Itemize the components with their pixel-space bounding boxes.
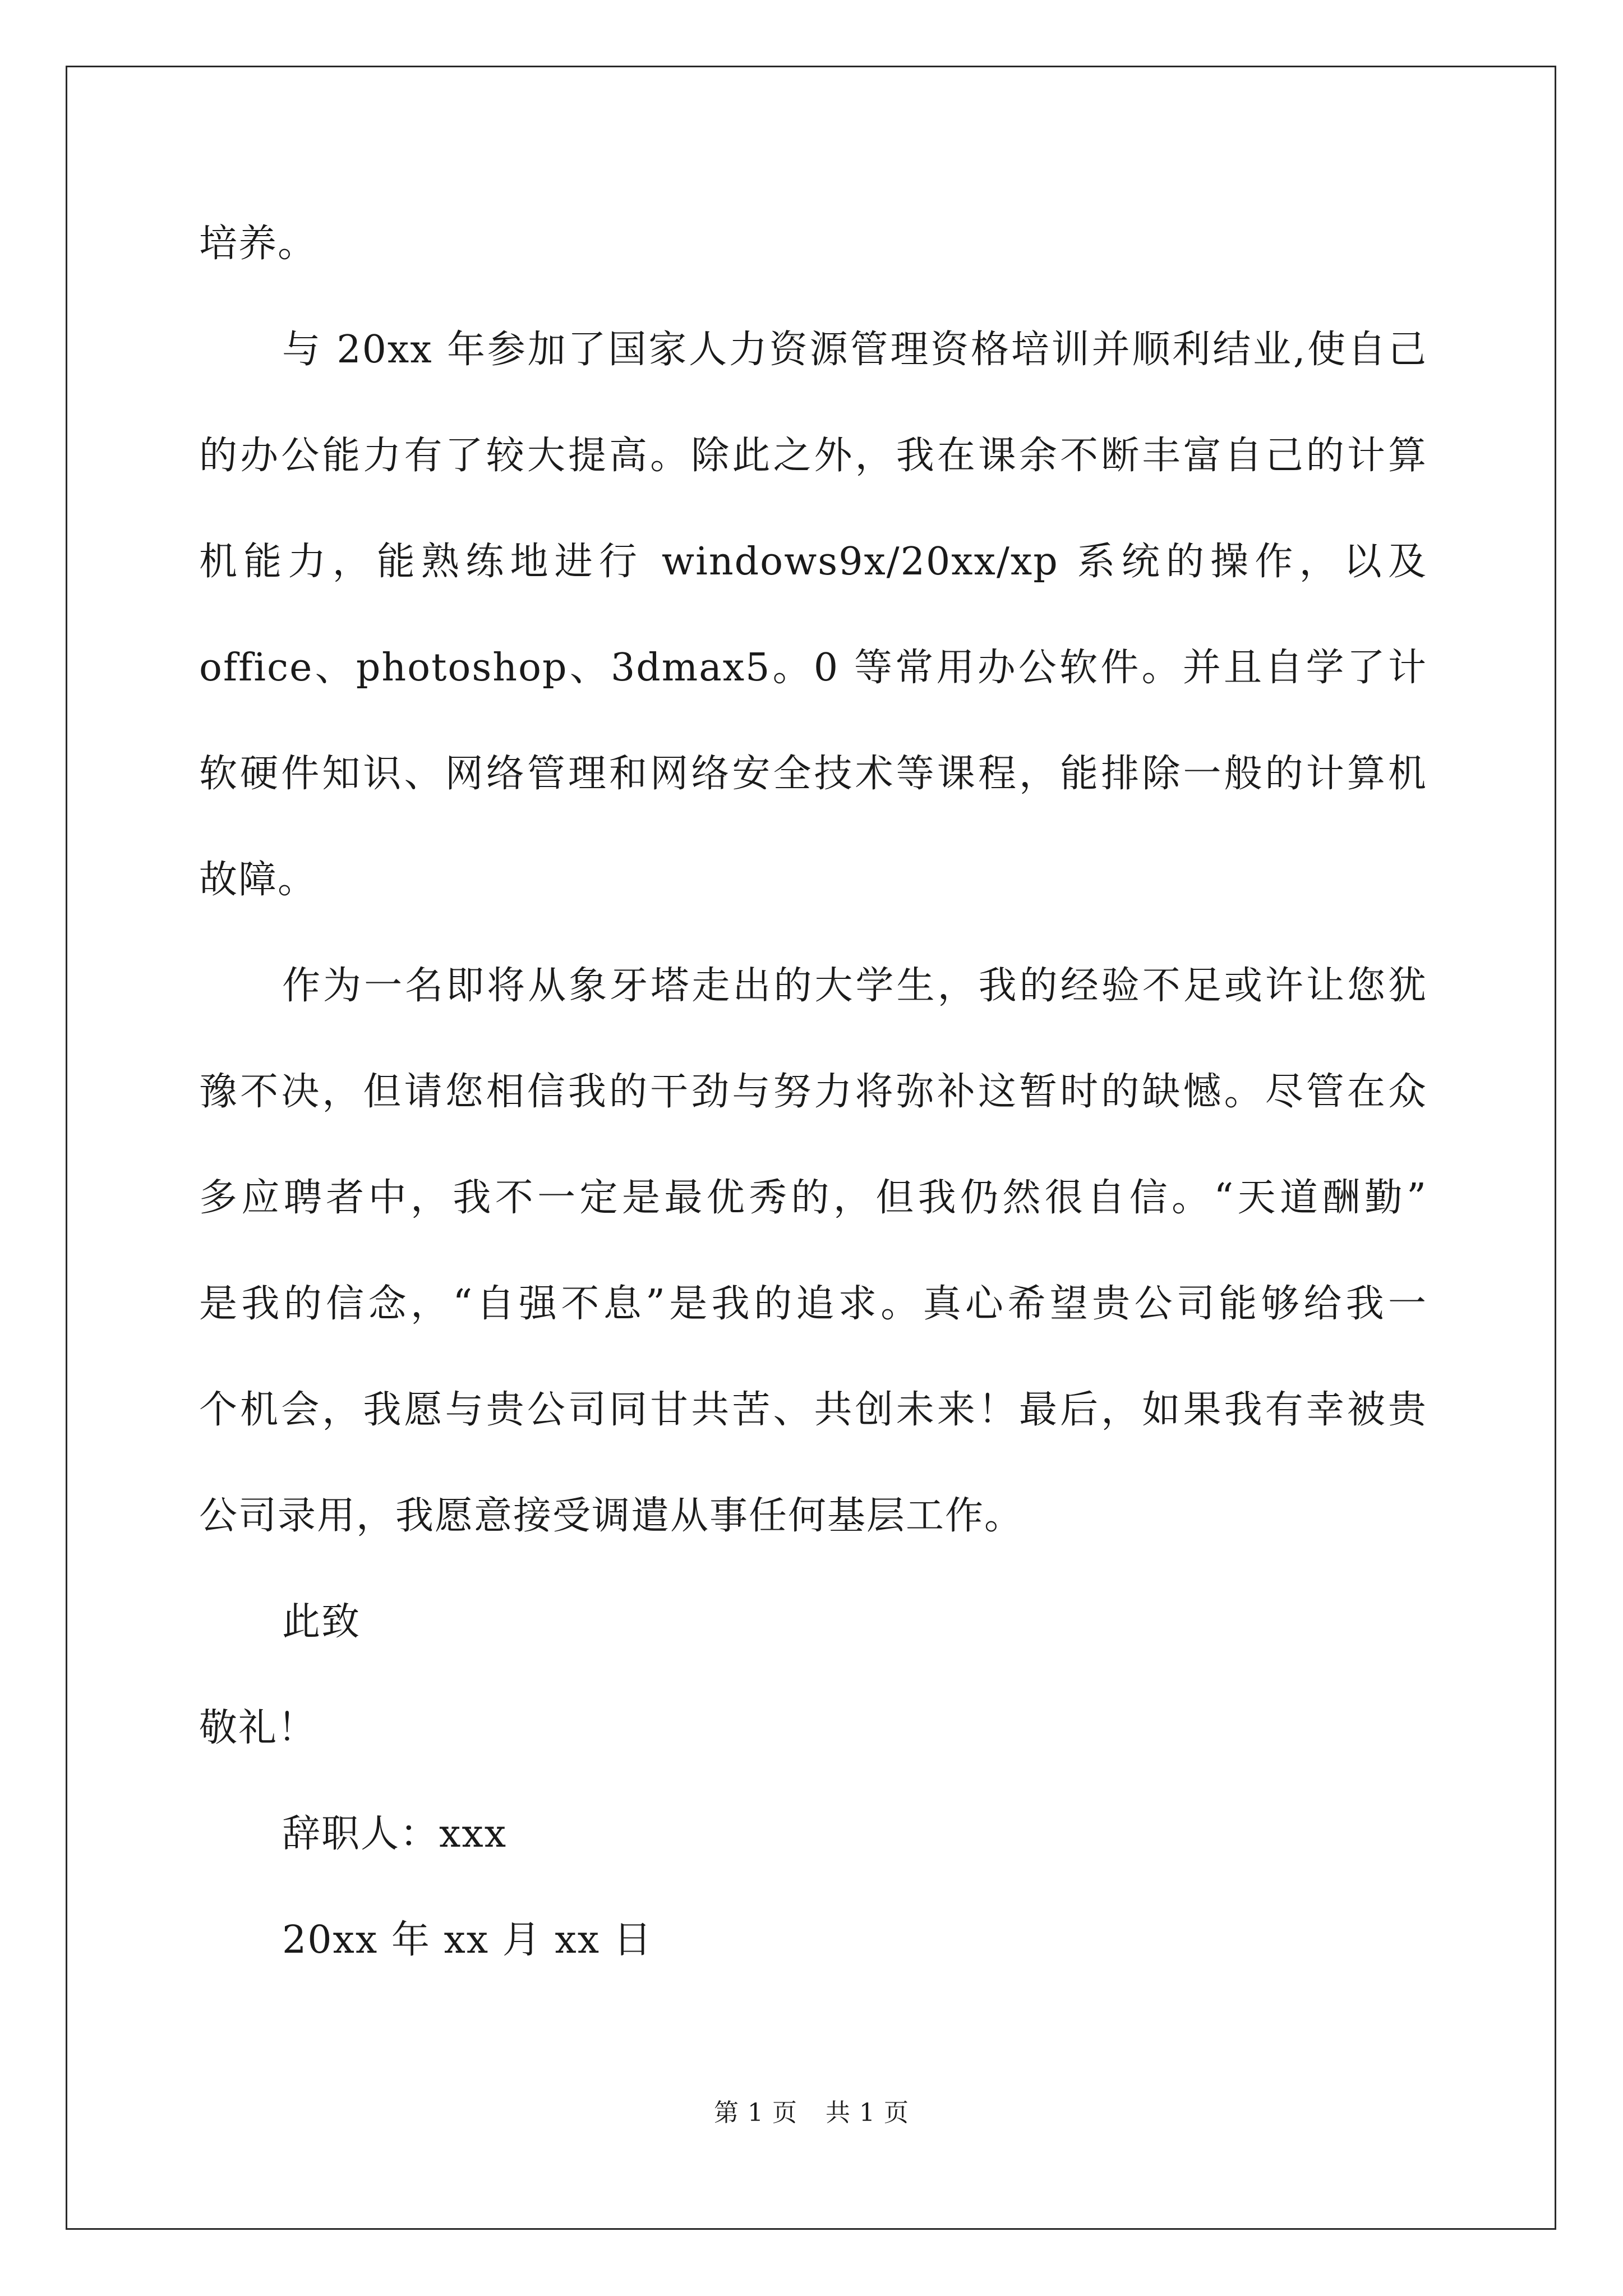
body-line: office、photoshop、3dmax5。0 等常用办公软件。并且自学了计 [199,646,1427,690]
body-line: 是我的信念，“自强不息”是我的追求。真心希望贵公司能够给我一 [199,1282,1427,1326]
letter-body [199,191,1427,1993]
page-number-total: 共 1 页 [826,2099,909,2127]
body-line: 故障。 [199,858,317,902]
date-line: 20xx 年 xx 月 xx 日 [282,1918,653,1962]
body-line: 公司录用，我愿意接受调遣从事任何基层工作。 [199,1494,1024,1538]
body-line: 多应聘者中，我不一定是最优秀的，但我仍然很自信。“天道酬勤” [199,1176,1427,1220]
body-line: 培养。 [199,222,317,266]
body-line: 豫不决，但请您相信我的干劲与努力将弥补这暂时的缺憾。尽管在众 [199,1070,1427,1114]
body-line: 个机会，我愿与贵公司同甘共苦、共创未来！最后，如果我有幸被贵 [199,1388,1427,1432]
body-line: 软硬件知识、网络管理和网络安全技术等课程，能排除一般的计算机 [199,752,1427,796]
closing-salutation: 此致 [282,1600,361,1644]
page-number-current: 第 1 页 [714,2099,797,2127]
body-line: 机能力，能熟练地进行 windows9x/20xx/xp 系统的操作，以及 [199,540,1427,584]
body-line: 作为一名即将从象牙塔走出的大学生，我的经验不足或许让您犹 [282,964,1427,1008]
page-footer [0,2092,1623,2128]
closing-regards: 敬礼！ [199,1706,317,1750]
body-line: 的办公能力有了较大提高。除此之外，我在课余不断丰富自己的计算 [199,434,1427,478]
signature-line: 辞职人：xxx [282,1812,508,1856]
body-line: 与 20xx 年参加了国家人力资源管理资格培训并顺利结业,使自己 [282,328,1427,372]
